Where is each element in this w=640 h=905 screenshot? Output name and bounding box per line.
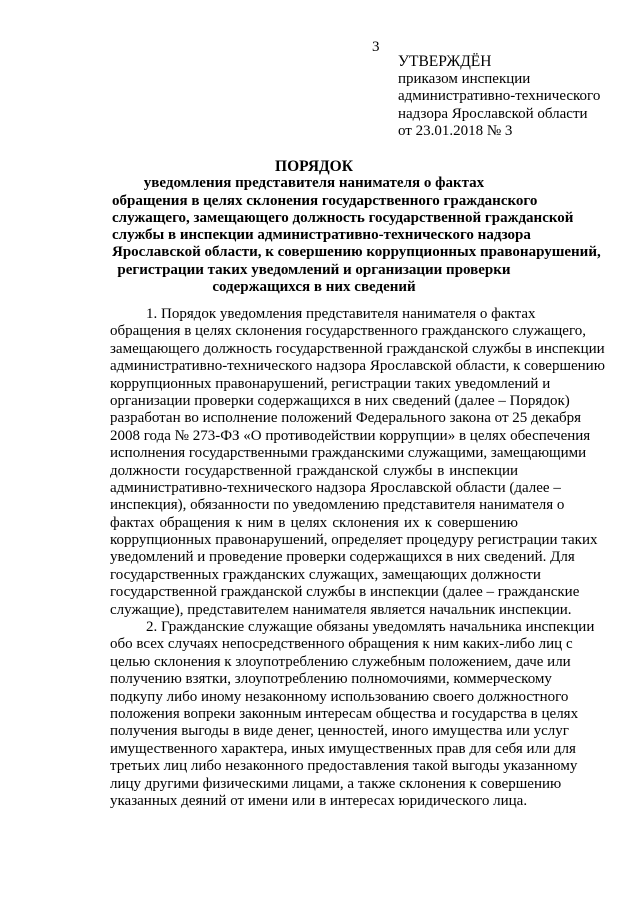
document-title: ПОРЯДОК (275, 158, 353, 175)
paragraph-1-line: инспекция), обязанности по уведомлению представителя нанимателя о (110, 497, 565, 514)
page-number: 3 (372, 39, 380, 55)
paragraph-1-line: коррупционных правонарушений, регистрации таких уведомлений и (110, 375, 551, 392)
paragraph-2-line: получению взятки, злоупотреблению полномочиями, коммерческому (110, 671, 552, 688)
heading-line: служащего, замещающего должность государственной гражданской (112, 209, 574, 226)
paragraph-1-line: должности государственной гражданской службы в инспекции (110, 462, 518, 479)
paragraph-1-line: административно-технического надзора Ярославской области (далее – (110, 479, 561, 496)
paragraph-1-line: служащие), представителем нанимателя является начальник инспекции. (110, 601, 572, 618)
heading-line: службы в инспекции административно-технического надзора (112, 227, 531, 244)
paragraph-1-line: разработан во исполнение положений Федерального закона от 25 декабря (110, 410, 582, 427)
paragraph-2-line: положения вопреки законным интересам общества и государства в целях (110, 705, 579, 722)
paragraph-2-line: подкупу либо иному незаконному использованию своего должностного (110, 688, 569, 705)
heading-line: обращения в целях склонения государственного гражданского (112, 192, 538, 209)
approval-block (398, 53, 628, 141)
paragraph-1-line: 2008 года № 273-ФЗ «О противодействии коррупции» в целях обеспечения (110, 427, 591, 444)
paragraph-2-line: имущественного характера, иных имущественных прав для себя или для (110, 740, 576, 757)
paragraph-2-line: третьих лиц либо незаконного предоставления такой выгоды указанному (110, 758, 578, 775)
document-heading (112, 158, 601, 296)
heading-line: регистрации таких уведомлений и организации проверки (117, 261, 511, 278)
paragraph-2-line: обо всех случаях непосредственного обращения к ним каких-либо лиц с (110, 636, 573, 653)
paragraph-2-line: получения выгоды в виде денег, ценностей, иного имущества или услуг (110, 723, 569, 740)
paragraph-1-line: государственных гражданских служащих, замещающих должности (110, 566, 541, 583)
document-body (110, 306, 605, 810)
paragraph-1-line: замещающего должность государственной гражданской службы в инспекции (110, 340, 605, 357)
paragraph-1-line: государственной гражданской службы в инспекции (далее – гражданские (110, 584, 580, 601)
paragraph-1-line: коррупционных правонарушений, определяет процедуру регистрации таких (110, 532, 598, 549)
paragraph-1-line: исполнения государственными гражданскими служащими, замещающими (110, 445, 587, 462)
paragraph-1-line: обращения в целях склонения государственного гражданского служащего, (110, 323, 586, 340)
heading-line: Ярославской области, к совершению коррупционных правонарушений, (112, 244, 601, 261)
paragraph-2 (110, 619, 595, 810)
paragraph-1-line: фактах обращения к ним в целях склонения их к совершению (110, 514, 518, 531)
paragraph-2-line: 2. Гражданские служащие обязаны уведомлять начальника инспекции (146, 619, 595, 636)
heading-line: уведомления представителя нанимателя о фактах (143, 175, 485, 192)
paragraph-1-line: организации проверки содержащихся в них сведений (далее – Порядок) (110, 392, 570, 409)
paragraph-1-line: уведомлений и проведение проверки содержащихся в них сведений. Для (110, 549, 575, 566)
paragraph-2-line: лицу другими физическими лицами, а также склонения к совершению (110, 775, 562, 792)
paragraph-1-line: 1. Порядок уведомления представителя нанимателя о фактах (146, 306, 536, 322)
paragraph-1-line: административно-технического надзора Ярославской области, к совершению (110, 358, 605, 375)
approval-line: приказом инспекции (398, 70, 531, 87)
paragraph-1 (110, 306, 605, 619)
approval-line: административно-технического (398, 88, 601, 104)
approval-line: надзора Ярославской области (398, 105, 588, 122)
paragraph-2-line: указанных деяний от имени или в интересах юридического лица. (110, 792, 528, 809)
paragraph-2-line: целью склонения к злоупотреблению служебным положением, даче или (110, 653, 571, 670)
heading-line: содержащихся в них сведений (212, 279, 416, 296)
approval-date-line: от 23.01.2018 № 3 (398, 123, 513, 139)
approval-title: УТВЕРЖДЁН (398, 53, 492, 70)
